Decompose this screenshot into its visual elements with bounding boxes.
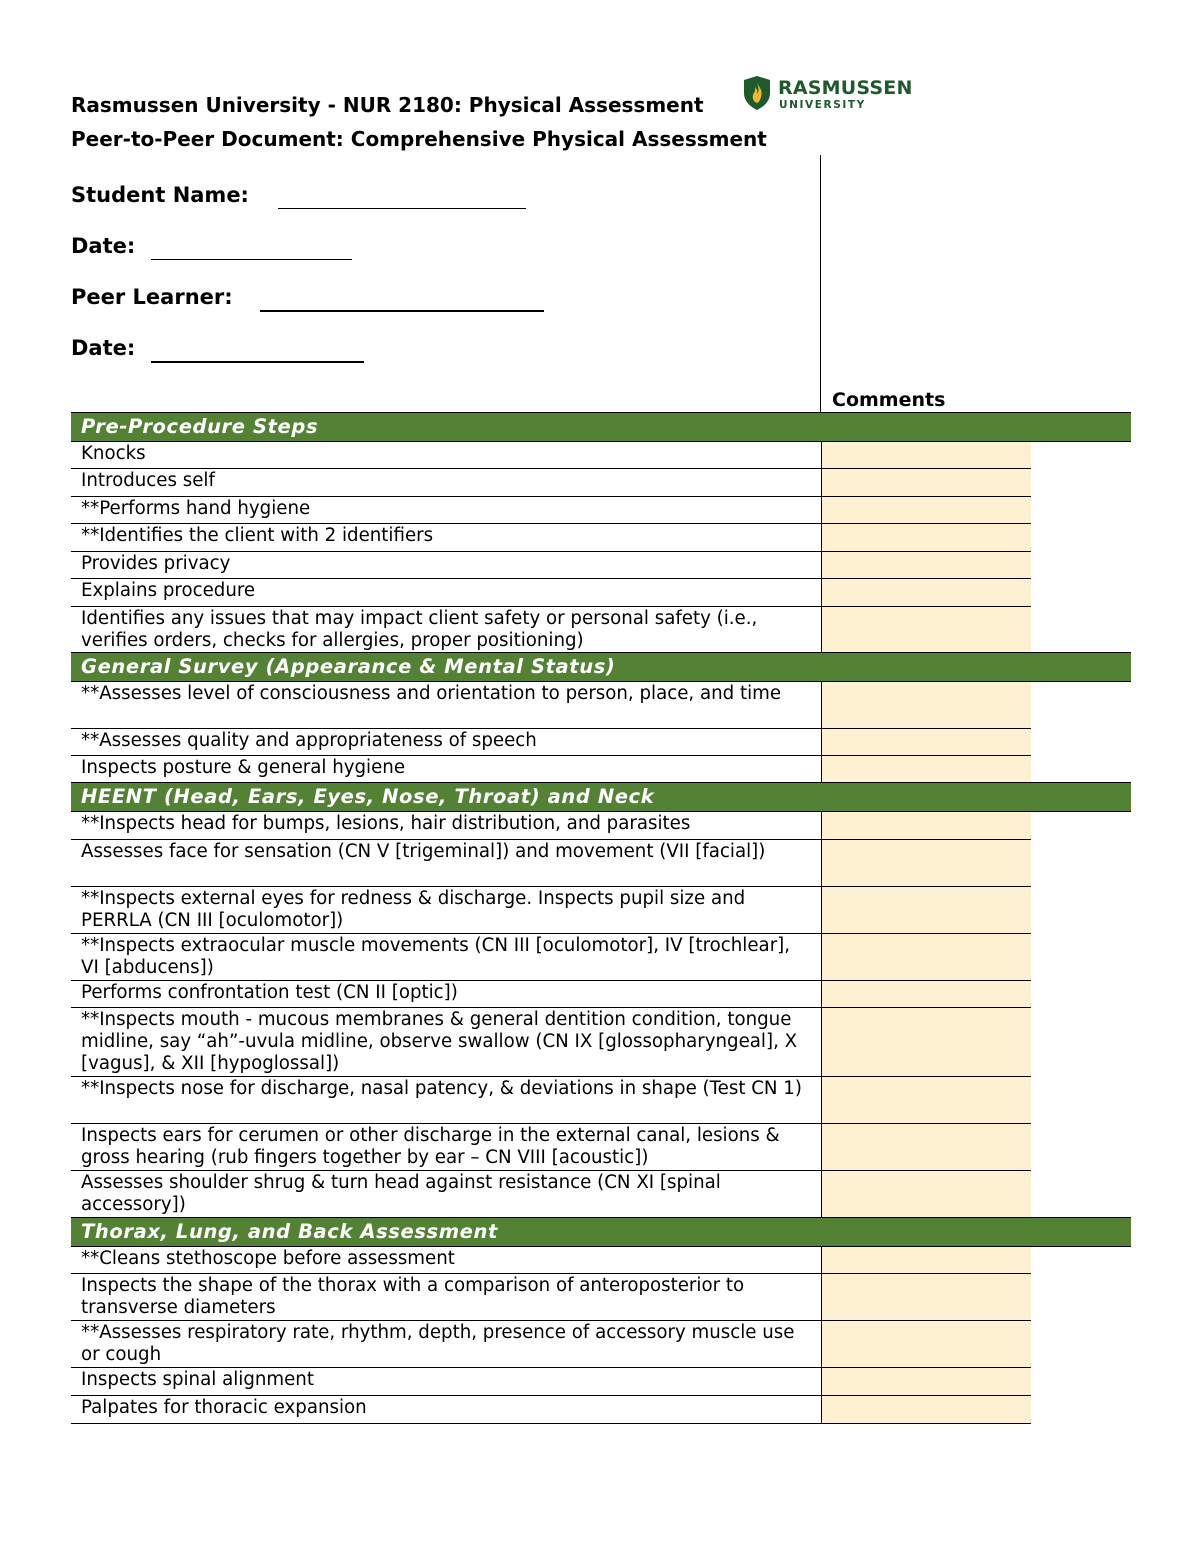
table-row bbox=[71, 1368, 1131, 1396]
table-row bbox=[71, 729, 1131, 756]
section-title: Pre-Procedure Steps bbox=[71, 413, 1031, 442]
task-cell: Knocks bbox=[71, 442, 821, 469]
comment-cell[interactable] bbox=[821, 1008, 1031, 1077]
margin-cell bbox=[1031, 729, 1131, 756]
table-row bbox=[71, 682, 1131, 729]
margin-cell bbox=[1031, 756, 1131, 783]
margin-cell bbox=[1031, 469, 1131, 497]
shield-flame-icon bbox=[742, 75, 772, 111]
table-row bbox=[71, 497, 1131, 524]
task-cell: **Inspects nose for discharge, nasal patency, & deviations in shape (Test CN 1) bbox=[71, 1077, 821, 1124]
task-cell: **Assesses respiratory rate, rhythm, depth, presence of accessory muscle use or cough bbox=[71, 1321, 821, 1368]
margin-cell bbox=[1031, 579, 1131, 607]
document-title: Rasmussen University - NUR 2180: Physical Assessment bbox=[71, 93, 704, 117]
section-title: Thorax, Lung, and Back Assessment bbox=[71, 1218, 1031, 1247]
task-cell: Assesses face for sensation (CN V [trigeminal]) and movement (VII [facial]) bbox=[71, 840, 821, 887]
section-header-row bbox=[71, 413, 1131, 442]
margin-cell bbox=[1031, 682, 1131, 729]
task-cell: **Performs hand hygiene bbox=[71, 497, 821, 524]
section-band-end bbox=[1031, 783, 1131, 812]
section-band-end bbox=[1031, 653, 1131, 682]
table-row bbox=[71, 1008, 1131, 1077]
comment-cell[interactable] bbox=[821, 607, 1031, 653]
task-cell: Explains procedure bbox=[71, 579, 821, 607]
peer-learner-label: Peer Learner: bbox=[71, 285, 233, 309]
document-subtitle: Peer-to-Peer Document: Comprehensive Physical Assessment bbox=[71, 127, 767, 151]
comment-cell[interactable] bbox=[821, 1274, 1031, 1321]
task-cell: Introduces self bbox=[71, 469, 821, 497]
comment-cell[interactable] bbox=[821, 1124, 1031, 1171]
table-row bbox=[71, 934, 1131, 981]
task-cell: **Inspects extraocular muscle movements (CN III [oculomotor], IV [trochlear], VI [abducens]) bbox=[71, 934, 821, 981]
task-cell: Inspects ears for cerumen or other discharge in the external canal, lesions & gross hearing (rub fingers together by ear – CN VIII [acoustic]) bbox=[71, 1124, 821, 1171]
logo-name: RASMUSSEN bbox=[778, 77, 913, 99]
comment-cell[interactable] bbox=[821, 1396, 1031, 1424]
comment-cell[interactable] bbox=[821, 524, 1031, 552]
margin-cell bbox=[1031, 840, 1131, 887]
comments-header: Comments bbox=[832, 389, 946, 411]
table-row bbox=[71, 756, 1131, 783]
peer-date-line[interactable] bbox=[151, 361, 364, 363]
comments-divider bbox=[820, 155, 821, 412]
assessment-table bbox=[71, 412, 1131, 1424]
comment-cell[interactable] bbox=[821, 981, 1031, 1008]
comment-cell[interactable] bbox=[821, 1247, 1031, 1274]
task-cell: Palpates for thoracic expansion bbox=[71, 1396, 821, 1424]
date-line[interactable] bbox=[151, 259, 352, 260]
comment-cell[interactable] bbox=[821, 469, 1031, 497]
margin-cell bbox=[1031, 497, 1131, 524]
table-row bbox=[71, 1274, 1131, 1321]
comment-cell[interactable] bbox=[821, 442, 1031, 469]
section-title: HEENT (Head, Ears, Eyes, Nose, Throat) and Neck bbox=[71, 783, 1031, 812]
comment-cell[interactable] bbox=[821, 812, 1031, 840]
task-cell: Inspects the shape of the thorax with a comparison of anteroposterior to transverse diameters bbox=[71, 1274, 821, 1321]
margin-cell bbox=[1031, 1321, 1131, 1368]
section-header-row bbox=[71, 653, 1131, 682]
comment-cell[interactable] bbox=[821, 1368, 1031, 1396]
comment-cell[interactable] bbox=[821, 840, 1031, 887]
table-row bbox=[71, 887, 1131, 934]
margin-cell bbox=[1031, 887, 1131, 934]
task-cell: **Cleans stethoscope before assessment bbox=[71, 1247, 821, 1274]
comment-cell[interactable] bbox=[821, 682, 1031, 729]
section-title: General Survey (Appearance & Mental Status) bbox=[71, 653, 1031, 682]
task-cell: Assesses shoulder shrug & turn head against resistance (CN XI [spinal accessory]) bbox=[71, 1171, 821, 1218]
section-band-end bbox=[1031, 1218, 1131, 1247]
peer-date-label: Date: bbox=[71, 336, 136, 360]
table-row bbox=[71, 1247, 1131, 1274]
table-row bbox=[71, 1077, 1131, 1124]
section-header-row bbox=[71, 1218, 1131, 1247]
task-cell: **Assesses quality and appropriateness of speech bbox=[71, 729, 821, 756]
task-cell: **Assesses level of consciousness and orientation to person, place, and time bbox=[71, 682, 821, 729]
student-name-line[interactable] bbox=[278, 208, 526, 209]
margin-cell bbox=[1031, 1077, 1131, 1124]
table-row bbox=[71, 1124, 1131, 1171]
task-cell: Performs confrontation test (CN II [optic]) bbox=[71, 981, 821, 1008]
rasmussen-logo bbox=[742, 75, 912, 115]
margin-cell bbox=[1031, 1247, 1131, 1274]
peer-learner-line[interactable] bbox=[260, 310, 544, 312]
task-cell: **Identifies the client with 2 identifiers bbox=[71, 524, 821, 552]
date-label: Date: bbox=[71, 234, 136, 258]
comment-cell[interactable] bbox=[821, 934, 1031, 981]
margin-cell bbox=[1031, 1368, 1131, 1396]
task-cell: Provides privacy bbox=[71, 552, 821, 579]
section-header-row bbox=[71, 783, 1131, 812]
margin-cell bbox=[1031, 812, 1131, 840]
section-band-end bbox=[1031, 413, 1131, 442]
comment-cell[interactable] bbox=[821, 729, 1031, 756]
task-cell: Inspects spinal alignment bbox=[71, 1368, 821, 1396]
task-cell: **Inspects head for bumps, lesions, hair distribution, and parasites bbox=[71, 812, 821, 840]
table-row bbox=[71, 812, 1131, 840]
margin-cell bbox=[1031, 607, 1131, 653]
margin-cell bbox=[1031, 552, 1131, 579]
margin-cell bbox=[1031, 1396, 1131, 1424]
comment-cell[interactable] bbox=[821, 552, 1031, 579]
student-name-label: Student Name: bbox=[71, 183, 249, 207]
table-row bbox=[71, 469, 1131, 497]
table-row bbox=[71, 442, 1131, 469]
task-cell: Inspects posture & general hygiene bbox=[71, 756, 821, 783]
table-row bbox=[71, 552, 1131, 579]
comment-cell[interactable] bbox=[821, 887, 1031, 934]
table-row bbox=[71, 607, 1131, 653]
margin-cell bbox=[1031, 981, 1131, 1008]
logo-subtitle: UNIVERSITY bbox=[779, 99, 866, 111]
comment-cell[interactable] bbox=[821, 579, 1031, 607]
comment-cell[interactable] bbox=[821, 1321, 1031, 1368]
task-cell: **Inspects external eyes for redness & discharge. Inspects pupil size and PERRLA (CN III [oculomotor]) bbox=[71, 887, 821, 934]
table-row bbox=[71, 524, 1131, 552]
comment-cell[interactable] bbox=[821, 756, 1031, 783]
table-row bbox=[71, 1171, 1131, 1218]
table-row bbox=[71, 1321, 1131, 1368]
margin-cell bbox=[1031, 1008, 1131, 1077]
margin-cell bbox=[1031, 1274, 1131, 1321]
comment-cell[interactable] bbox=[821, 497, 1031, 524]
table-row bbox=[71, 840, 1131, 887]
comment-cell[interactable] bbox=[821, 1077, 1031, 1124]
margin-cell bbox=[1031, 934, 1131, 981]
margin-cell bbox=[1031, 524, 1131, 552]
task-cell: Identifies any issues that may impact client safety or personal safety (i.e., verifies orders, checks for allergies, proper positioning) bbox=[71, 607, 821, 653]
margin-cell bbox=[1031, 1171, 1131, 1218]
table-row bbox=[71, 1396, 1131, 1424]
margin-cell bbox=[1031, 442, 1131, 469]
comment-cell[interactable] bbox=[821, 1171, 1031, 1218]
task-cell: **Inspects mouth - mucous membranes & general dentition condition, tongue midline, say “ah”-uvula midline, observe swallow (CN IX [glossopharyngeal], X [vagus], & XII [hypoglossal]) bbox=[71, 1008, 821, 1077]
table-row bbox=[71, 579, 1131, 607]
table-row bbox=[71, 981, 1131, 1008]
margin-cell bbox=[1031, 1124, 1131, 1171]
